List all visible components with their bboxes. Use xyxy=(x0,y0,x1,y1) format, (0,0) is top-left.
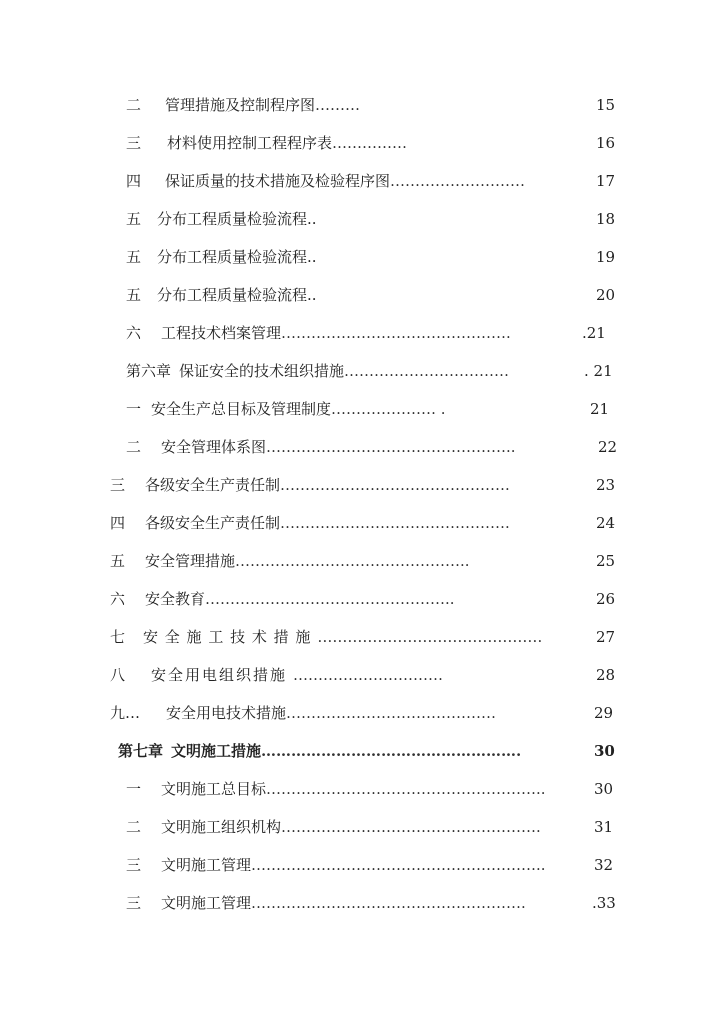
toc-entry-title: 各级安全生产责任制 xyxy=(145,514,281,532)
toc-chapter-entry xyxy=(126,359,616,383)
toc-entry-page: 30 xyxy=(594,780,614,798)
toc-entry-leader: ……………………………………………. xyxy=(261,742,522,760)
toc-entry-number: 三 xyxy=(126,856,142,874)
toc-entry-page: 15 xyxy=(596,96,616,114)
toc-entry-title: 文明施工管理 xyxy=(161,894,252,912)
toc-entry-page: 31 xyxy=(594,818,614,836)
toc-entry-page: 30 xyxy=(594,742,615,760)
toc-entry-leader: ……… xyxy=(315,96,361,114)
toc-entry-leader: ……………………………………… xyxy=(317,628,543,646)
toc-entry-page: 19 xyxy=(596,248,616,266)
toc-entry-page: 18 xyxy=(596,210,616,228)
toc-entry-number: 七 xyxy=(110,628,126,646)
toc-entry xyxy=(126,777,616,801)
toc-entry-leader: …………… xyxy=(332,134,408,152)
toc-entry-page: 23 xyxy=(596,476,616,494)
toc-entry xyxy=(110,663,616,687)
toc-entry-title: 安全用电技术措施 xyxy=(166,704,287,722)
toc-entry-leader: ………………………………………….. xyxy=(205,590,455,608)
toc-entry xyxy=(110,587,616,611)
toc-entry-leader: ………………………………………………….. xyxy=(251,856,546,874)
toc-entry-leader: ……………………………………….. xyxy=(235,552,470,570)
toc-entry-title: 各级安全生产责任制 xyxy=(145,476,281,494)
toc-entry-title: 分布工程质量检验流程.. xyxy=(157,286,317,304)
toc-entry-page: 16 xyxy=(596,134,616,152)
toc-entry xyxy=(126,891,616,915)
toc-entry-number: 五 xyxy=(126,248,142,266)
toc-entry-leader: ………………………………………………. xyxy=(251,894,526,912)
toc-entry-title: 分布工程质量检验流程.. xyxy=(157,248,317,266)
toc-entry-number: 一 xyxy=(126,400,142,418)
toc-entry-page: 24 xyxy=(596,514,616,532)
toc-entry-page: 32 xyxy=(594,856,614,874)
toc-entry-leader: ……………………………………………. xyxy=(281,818,541,836)
toc-entry-title: 保证安全的技术组织措施 xyxy=(179,362,345,380)
toc-entry xyxy=(110,625,616,649)
toc-entry xyxy=(126,397,616,421)
toc-entry-title: 安全教育 xyxy=(145,590,206,608)
toc-entry-number: 三 xyxy=(110,476,126,494)
toc-entry xyxy=(126,283,616,307)
toc-entry-leader: ………………………… xyxy=(293,666,444,684)
toc-entry-title: 安全生产总目标及管理制度 xyxy=(151,400,332,418)
toc-entry-title: 文明施工措施 xyxy=(171,742,262,760)
toc-entry-title: 材料使用控制工程程序表 xyxy=(167,134,333,152)
toc-entry-number: 五 xyxy=(126,286,142,304)
toc-entry-leader: ………………………………………. xyxy=(280,476,510,494)
toc-entry xyxy=(126,93,616,117)
toc-entry-number: 二 xyxy=(126,96,142,114)
toc-entry-number: 六 xyxy=(110,590,126,608)
toc-entry xyxy=(110,549,616,573)
toc-entry xyxy=(126,815,616,839)
toc-entry-number: 第六章 xyxy=(126,362,172,380)
toc-entry xyxy=(110,511,616,535)
toc-entry-page: . 21 xyxy=(584,362,613,380)
toc-entry-title: 管理措施及控制程序图 xyxy=(165,96,316,114)
toc-entry-number: 第七章 xyxy=(118,742,164,760)
toc-entry-page: .21 xyxy=(582,324,606,342)
toc-entry xyxy=(126,853,616,877)
toc-entry-number: 五 xyxy=(110,552,126,570)
toc-entry xyxy=(126,245,616,269)
toc-entry xyxy=(126,207,616,231)
toc-entry-page: 27 xyxy=(596,628,616,646)
toc-entry xyxy=(126,435,616,459)
toc-entry-page: .33 xyxy=(592,894,616,912)
toc-entry-title: 分布工程质量检验流程.. xyxy=(157,210,317,228)
toc-entry xyxy=(126,169,616,193)
toc-entry-number: 五 xyxy=(126,210,142,228)
toc-entry-page: 26 xyxy=(596,590,616,608)
toc-entry-title: 安全管理措施 xyxy=(145,552,236,570)
toc-entry-number: 三 xyxy=(126,894,142,912)
toc-entry-title: 安全管理体系图 xyxy=(161,438,267,456)
toc-entry xyxy=(110,473,616,497)
toc-entry-page: 29 xyxy=(594,704,614,722)
toc-entry xyxy=(126,321,616,345)
toc-entry xyxy=(110,701,616,725)
toc-entry-leader: ……………………………………………….. xyxy=(266,780,546,798)
toc-entry-leader: …………………………… xyxy=(344,362,510,380)
toc-chapter-entry xyxy=(118,739,616,763)
toc-entry-leader: ………………………………………….. xyxy=(266,438,516,456)
toc-entry-leader: ………………………………………. xyxy=(281,324,511,342)
toc-entry-title: 安全用电组织措施 xyxy=(151,666,288,684)
toc-entry-number: 八 xyxy=(110,666,126,684)
toc-entry-title: 保证质量的技术措施及检验程序图 xyxy=(165,172,391,190)
toc-entry-number: 二 xyxy=(126,438,142,456)
toc-entry-leader: ………………… . xyxy=(331,400,446,418)
toc-entry-page: 25 xyxy=(596,552,616,570)
toc-entry-title: 文明施工管理 xyxy=(161,856,252,874)
toc-entry-page: 21 xyxy=(590,400,610,418)
toc-entry-number: 二 xyxy=(126,818,142,836)
toc-entry xyxy=(126,131,616,155)
toc-entry-number: 九… xyxy=(110,704,141,722)
toc-entry-number: 四 xyxy=(126,172,142,190)
toc-entry-page: 22 xyxy=(598,438,618,456)
toc-entry-title: 工程技术档案管理 xyxy=(161,324,282,342)
toc-entry-number: 六 xyxy=(126,324,142,342)
toc-entry-page: 20 xyxy=(596,286,616,304)
toc-entry-title: 文明施工总目标 xyxy=(161,780,267,798)
toc-entry-leader: ………………………………………. xyxy=(280,514,510,532)
toc-entry-leader: …………………………………… xyxy=(286,704,497,722)
toc-entry-leader: ……………………… xyxy=(390,172,526,190)
toc-entry-page: 28 xyxy=(596,666,616,684)
toc-entry-page: 17 xyxy=(596,172,616,190)
toc-entry-title: 文明施工组织机构 xyxy=(161,818,282,836)
toc-entry-number: 三 xyxy=(126,134,142,152)
toc-entry-number: 一 xyxy=(126,780,142,798)
toc-entry-title: 安 全 施 工 技 术 措 施 xyxy=(143,628,312,646)
toc-entry-number: 四 xyxy=(110,514,126,532)
